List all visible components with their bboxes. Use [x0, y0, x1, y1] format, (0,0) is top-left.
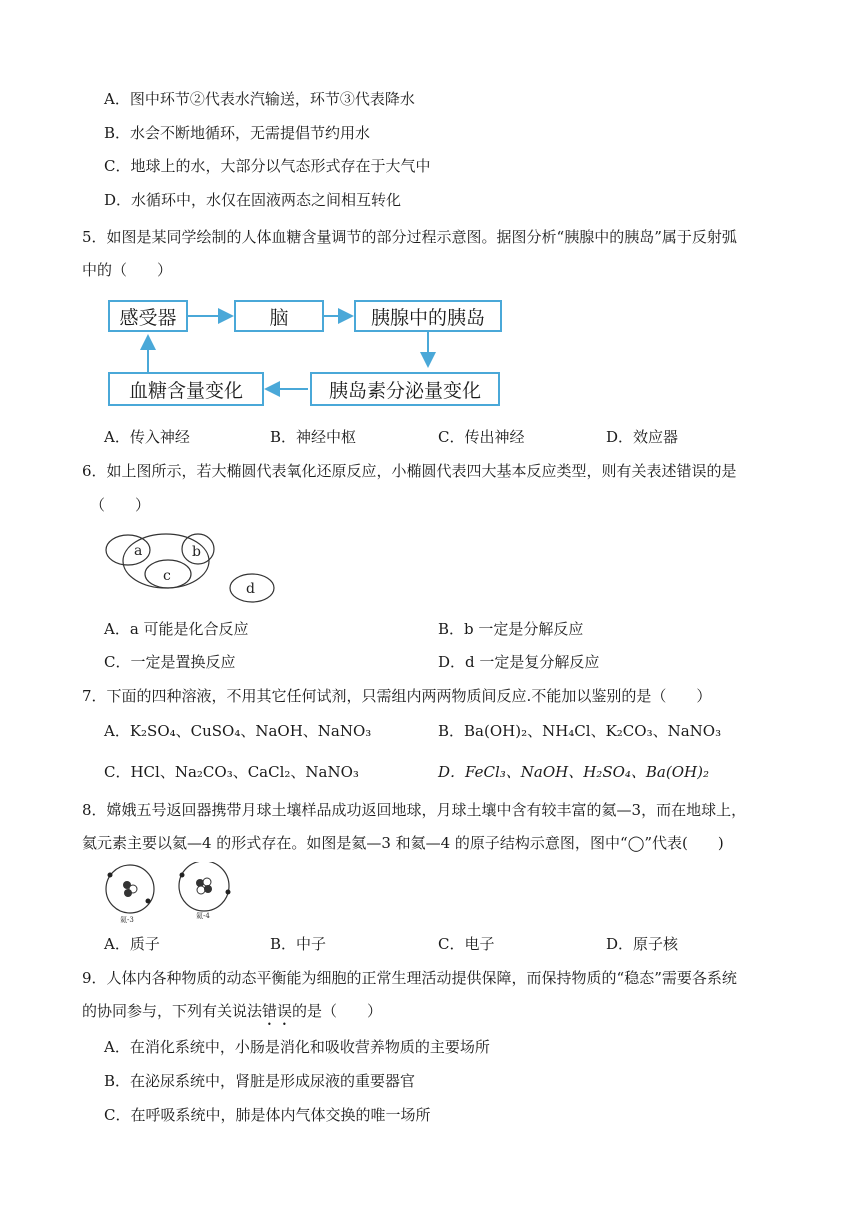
q4-option-d: D．水循环中，水仅在固液两态之间相互转化: [104, 191, 402, 209]
label-c: c: [163, 568, 171, 584]
flow-box-brain: 脑: [234, 300, 324, 332]
q6-stem-line1: 6．如上图所示，若大椭圆代表氧化还原反应，小椭圆代表四大基本反应类型，则有关表述错误的是: [82, 462, 737, 480]
helium-3-atom: [106, 865, 154, 913]
q7-option-a: A．K₂SO₄、CuSO₄、NaOH、NaNO₃: [104, 722, 372, 740]
q4-option-a: A．图中环节②代表水汽输送，环节③代表降水: [104, 90, 415, 108]
label-a: a: [134, 543, 143, 559]
q5-stem-line2: 中的（ ）: [82, 261, 173, 279]
helium-4-label: 氦-4: [196, 912, 210, 920]
q7-option-d: D．FeCl₃、NaOH、H₂SO₄、Ba(OH)₂: [438, 763, 709, 781]
q4-option-c: C．地球上的水，大部分以气态形式存在于大气中: [104, 157, 431, 175]
q8-option-b: B．中子: [270, 935, 327, 953]
q6-option-d: D．d 一定是复分解反应: [438, 653, 600, 671]
q9-option-c: C．在呼吸系统中，肺是体内气体交换的唯一场所: [104, 1106, 431, 1124]
q7-option-c: C．HCl、Na₂CO₃、CaCl₂、NaNO₃: [104, 763, 359, 781]
q4-option-b: B．水会不断地循环，无需提倡节约用水: [104, 124, 371, 142]
q9-option-b: B．在泌尿系统中，肾脏是形成尿液的重要器官: [104, 1072, 416, 1090]
q9-stem-post: 的是（ ）: [292, 1002, 383, 1020]
q8-option-c: C．电子: [438, 935, 495, 953]
label-b: b: [192, 544, 201, 560]
q6-option-a: A．a 可能是化合反应: [104, 620, 249, 638]
q5-option-c: C．传出神经: [438, 428, 525, 446]
q6-stem-line2: （ ）: [90, 496, 151, 514]
q8-stem-line1: 8．嫦娥五号返回器携带月球土壤样品成功返回地球，月球土壤中含有较丰富的氦—3，而在地球上，: [82, 801, 747, 819]
q6-venn-diagram: [100, 528, 280, 608]
flow-box-pancreatic-islet: 胰腺中的胰岛: [354, 300, 502, 332]
label-d: d: [246, 581, 255, 597]
q9-stem-line2: [82, 1000, 382, 1029]
flow-box-receptor: 感受器: [108, 300, 188, 332]
q8-stem-line2: 氦元素主要以氦—4 的形式存在。如图是氦—3 和氦—4 的原子结构示意图，图中“◯”代表( ): [82, 834, 724, 852]
q5-option-a: A．传入神经: [104, 428, 190, 446]
q7-option-b: B．Ba(OH)₂、NH₄Cl、K₂CO₃、NaNO₃: [438, 722, 722, 740]
flow-box-blood-sugar-change: 血糖含量变化: [108, 372, 264, 406]
helium-3-label: 氦-3: [120, 916, 134, 924]
q9-option-a: A．在消化系统中，小肠是消化和吸收营养物质的主要场所: [104, 1038, 490, 1056]
q9-stem-emphasis: 错误: [262, 1002, 293, 1020]
q5-option-b: B．神经中枢: [270, 428, 357, 446]
q9-stem-pre: 的协同参与，下列有关说法: [82, 1002, 263, 1020]
helium-4-atom: [179, 862, 231, 911]
q5-option-d: D．效应器: [606, 428, 679, 446]
q7-stem: 7．下面的四种溶液，不用其它任何试剂，只需组内两两物质间反应.不能加以鉴别的是（ ）: [82, 687, 712, 705]
flow-box-insulin-change: 胰岛素分泌量变化: [310, 372, 500, 406]
q8-option-a: A．质子: [104, 935, 160, 953]
q6-option-c: C．一定是置换反应: [104, 653, 236, 671]
q5-stem-line1: 5．如图是某同学绘制的人体血糖含量调节的部分过程示意图。据图分析“胰腺中的胰岛”属于反射弧: [82, 228, 737, 246]
q9-stem-line1: 9．人体内各种物质的动态平衡能为细胞的正常生理活动提供保障，而保持物质的“稳态”需要各系统: [82, 969, 737, 987]
q6-option-b: B．b 一定是分解反应: [438, 620, 584, 638]
q8-option-d: D．原子核: [606, 935, 679, 953]
ellipse-a: [106, 535, 150, 565]
q8-atom-diagrams: [100, 862, 240, 924]
q5-flow-diagram: [100, 292, 510, 412]
